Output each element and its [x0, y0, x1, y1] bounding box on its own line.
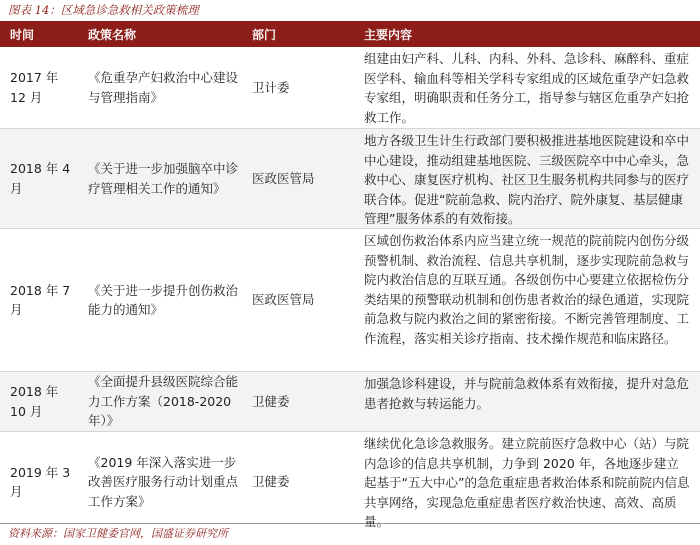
table-row — [0, 229, 700, 372]
cell-content: 地方各级卫生计生行政部门要积极推进基地医院建设和卒中中心建设，推动组建基地医院、三级医院卒中中心牵头，急救中心、康复医疗机构、社区卫生服务机构共同参与的医疗联合体。促进“院前急救、院内治疗、院外康复、基层健康管理”服务体系的有效衔接。 — [364, 133, 690, 226]
figure-caption: 图表 14：区域急诊急救相关政策梳理 — [8, 3, 199, 17]
cell-policy: 《2019 年深入落实进一步改善医疗服务行动计划重点工作方案》 — [88, 454, 239, 509]
cell-dept: 医政医管局 — [252, 170, 315, 186]
cell-policy: 《全面提升县级医院综合能力工作方案（2018-2020 年）》 — [88, 374, 239, 429]
header-policy: 政策名称 — [88, 28, 137, 42]
cell-time: 2018 年 10 月 — [10, 384, 59, 419]
cell-dept: 卫健委 — [252, 474, 290, 490]
header-time: 时间 — [10, 28, 35, 42]
cell-time: 2019 年 3 月 — [10, 464, 71, 499]
table-row — [0, 47, 700, 129]
cell-time: 2017 年 12 月 — [10, 70, 59, 105]
source-note: 资料来源：国家卫健委官网，国盛证券研究所 — [8, 527, 228, 540]
policy-table — [0, 21, 700, 529]
cell-content: 组建由妇产科、儿科、内科、外科、急诊科、麻醉科、重症医学科、输血科等相关学科专家组成的区域危重孕产妇急救专家组，明确职责和任务分工，指导参与辖区危重孕产妇抢救工作。 — [364, 51, 690, 125]
cell-dept: 医政医管局 — [252, 292, 315, 308]
cell-content: 区域创伤救治体系内应当建立统一规范的院前院内创伤分级预警机制、救治流程、信息共享机制，逐步实现院前急救与院内救治信息的互联互通。各级创伤中心要建立依据检伤分类结果的预警联动机制和创伤患者救治的绿色通道，实现院前急救与院内救治之间的紧密衔接。不断完善管理制度、工作流程，落实相关诊疗指南、技术操作规范和临床路径。 — [364, 233, 690, 346]
table-row — [0, 372, 700, 432]
cell-policy: 《危重孕产妇救治中心建设与管理指南》 — [88, 70, 239, 105]
cell-dept: 卫健委 — [252, 393, 290, 409]
header-content: 主要内容 — [364, 28, 413, 42]
table-body — [0, 47, 700, 532]
table-row — [0, 129, 700, 229]
cell-dept: 卫计委 — [252, 79, 290, 95]
cell-time: 2018 年 4 月 — [10, 161, 71, 196]
header-dept: 部门 — [252, 28, 277, 42]
table-row — [0, 432, 700, 532]
cell-content: 加强急诊科建设，并与院前急救体系有效衔接，提升对急危患者抢救与转运能力。 — [364, 376, 690, 411]
cell-policy: 《关于进一步加强脑卒中诊疗管理相关工作的通知》 — [88, 161, 239, 196]
table-header-row — [0, 23, 700, 47]
cell-content: 继续优化急诊急救服务。建立院前医疗急救中心（站）与院内急诊的信息共享机制，力争到 2020 年，各地逐步建立起基于“五大中心”的急危重症患者救治体系和院前院内信息共享网络，实现急危重症患者医疗救治快速、高效、高质量。 — [364, 436, 690, 529]
cell-policy: 《关于进一步提升创伤救治能力的通知》 — [88, 282, 239, 317]
cell-time: 2018 年 7 月 — [10, 282, 71, 317]
